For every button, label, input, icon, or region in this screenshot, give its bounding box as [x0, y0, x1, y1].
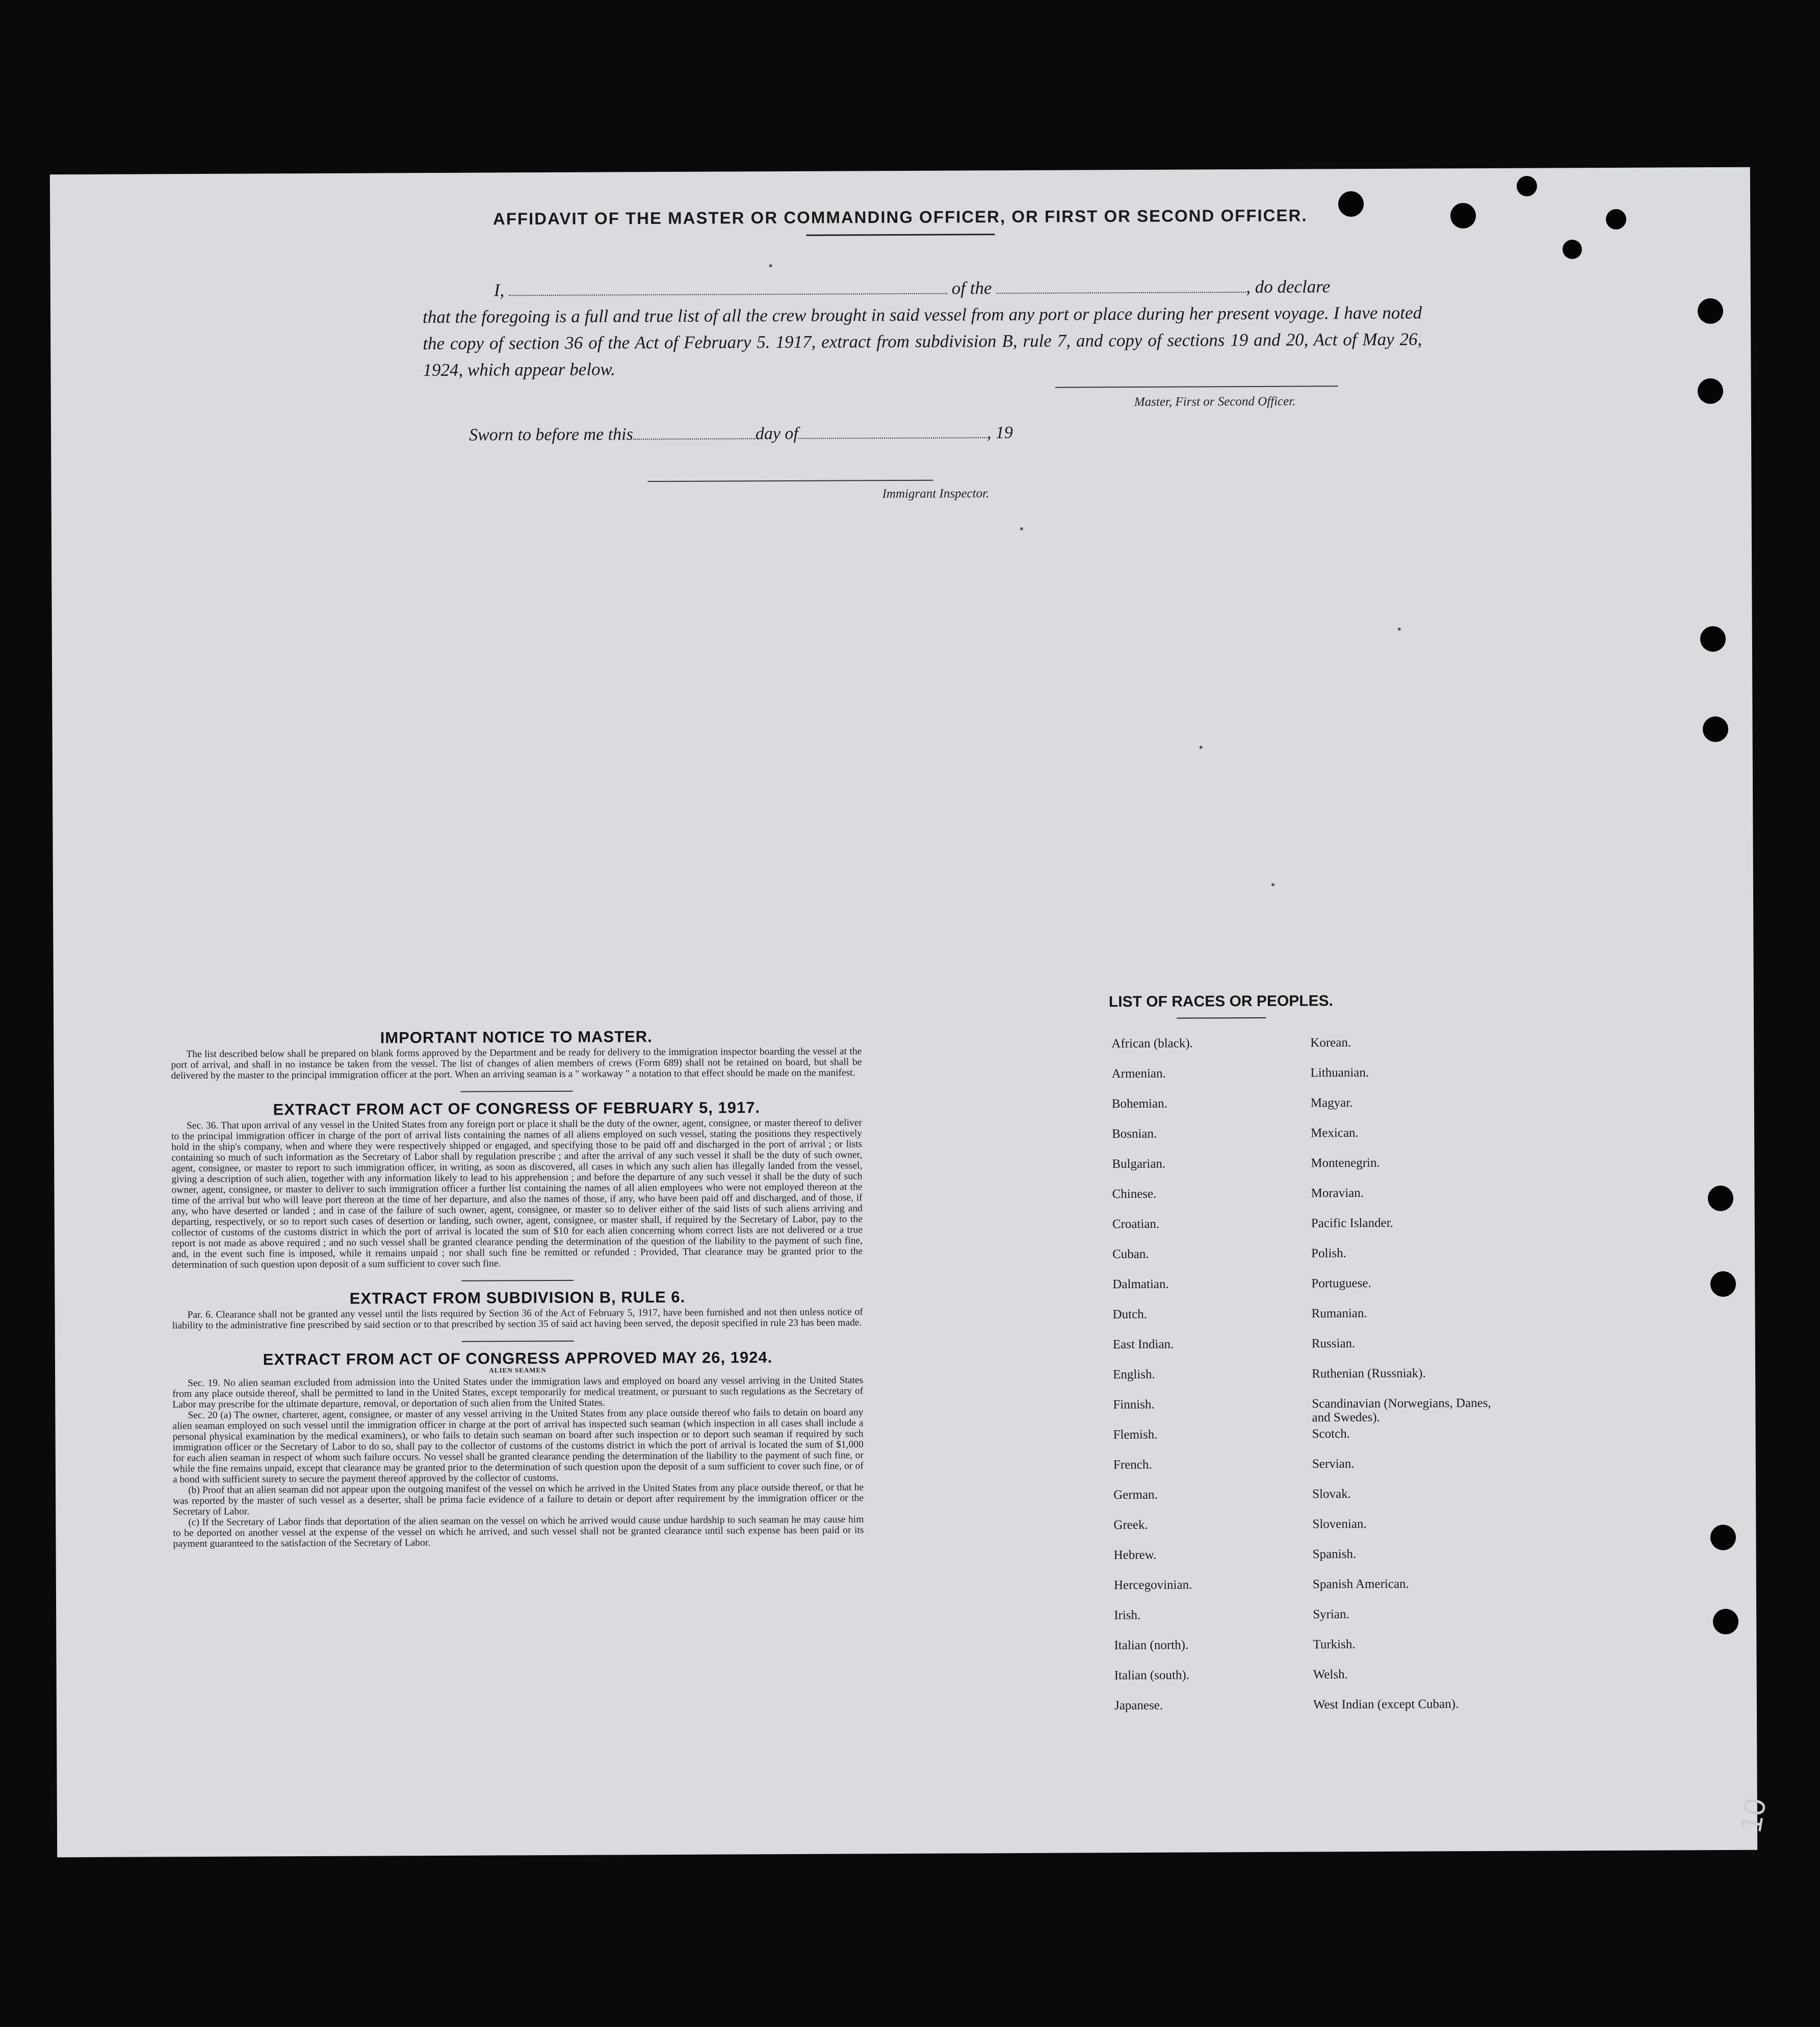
divider — [461, 1280, 574, 1281]
punch-hole — [1450, 203, 1476, 228]
race-item: Croatian. — [1112, 1217, 1160, 1231]
declarant-prefix: I, — [493, 280, 505, 300]
race-item: Welsh. — [1313, 1667, 1348, 1682]
race-item: Spanish. — [1312, 1547, 1357, 1561]
race-item: Bosnian. — [1111, 1126, 1157, 1141]
race-item: Russian. — [1311, 1337, 1356, 1351]
race-item: West Indian (except Cuban). — [1313, 1697, 1459, 1712]
races-header — [1086, 992, 1356, 1019]
divider — [460, 1091, 573, 1092]
sworn-day-field[interactable] — [633, 424, 756, 440]
race-item: English. — [1113, 1367, 1155, 1382]
speck — [1200, 746, 1203, 749]
speck — [1020, 527, 1023, 530]
race-item: Irish. — [1114, 1608, 1141, 1623]
speck — [1271, 883, 1275, 886]
punch-hole — [1698, 378, 1723, 404]
race-item: Scandinavian (Norwegians, Danes, and Swedes). — [1312, 1396, 1491, 1425]
race-item: Hercegovinian. — [1113, 1578, 1192, 1593]
sec19-text: Sec. 19. No alien seaman excluded from admission into the United States under the immigration laws and employed on board any vessel arriving in the United States from any place outside thereof, shall be permitted to land in the United States, except temporarily for medical treatment, or pursuant to such regulations as the Secretary of Labor may prescribe for the ultimate departure, removal, or deportation of such alien from the United States. — [172, 1375, 864, 1410]
affidavit-title: AFFIDAVIT OF THE MASTER OR COMMANDING OFFICER, OR FIRST OR SECOND OFFICER. — [492, 206, 1308, 228]
race-item: Pacific Islander. — [1311, 1216, 1393, 1230]
affidavit-statement: that the foregoing is a full and true list of all the crew brought in said vessel from any port or place during her present voyage. I have noted the copy of section 36 of the Act of February 5. 1917, extract from subdivision B, rule 7, and copy of sections 19 and 20, Act of May 26, 1924, which appear below. — [422, 302, 1422, 380]
race-item: Portuguese. — [1311, 1276, 1371, 1291]
race-item: Lithuanian. — [1310, 1066, 1369, 1080]
race-item: German. — [1113, 1487, 1158, 1502]
punch-hole — [1710, 1271, 1736, 1297]
declare-label: , do declare — [1246, 276, 1331, 297]
punch-hole — [1708, 1186, 1733, 1211]
sec20b-text: (b) Proof that an alien seaman did not appear upon the outgoing manifest of the vessel on which he arrived in the United States from any place outside thereof, or that he was reported by the master of such vessel as a deserter, shall be prima facie evidence of a failure to detain or deport after requirement by the immigration officer or the Secretary of Labor. — [173, 1482, 864, 1518]
race-item: Dalmatian. — [1112, 1277, 1169, 1292]
punch-hole — [1338, 191, 1364, 217]
master-signature-line[interactable] — [1055, 386, 1338, 388]
punch-hole — [1698, 298, 1723, 324]
race-item: Italian (north). — [1114, 1638, 1189, 1653]
race-item: Cuban. — [1112, 1247, 1149, 1262]
race-item: Montenegrin. — [1311, 1156, 1380, 1170]
race-item: Bohemian. — [1111, 1096, 1167, 1111]
race-item: Armenian. — [1111, 1066, 1166, 1081]
of-the-label: of the — [951, 278, 992, 298]
important-notice-title: IMPORTANT NOTICE TO MASTER. — [380, 1028, 653, 1047]
race-item: Scotch. — [1312, 1427, 1350, 1441]
affidavit-body — [423, 273, 1422, 384]
punch-hole — [1703, 716, 1728, 742]
race-item: Finnish. — [1113, 1397, 1155, 1412]
race-item: Dutch. — [1112, 1307, 1148, 1322]
sworn-month-field[interactable] — [798, 423, 987, 439]
race-item: Servian. — [1312, 1457, 1355, 1471]
feb1917-text: Sec. 36. That upon arrival of any vessel in the United States from any foreign port or place it shall be the duty of the owner, agent, consignee, or master thereof to deliver to the principal immigration officer in charge of the port of arrival lists containing the names of all aliens employed on such vessel, stating the positions they respectively hold in the ship's company, when and where they were respectively shipped or engaged, and specifying those to be paid off and discharged in the port of arrival ; or lists containing so much of such information as the Secretary of Labor shall by regulation prescribe ; and after the arrival of any such vessel it shall be the duty of such owner, agent, consignee, or master to report to such immigration officer, in writing, as soon as discovered, all cases in which any such alien has illegally landed from the vessel, giving a description of such alien, together with any information likely to lead to his apprehension ; and before the departure of any such vessel it shall be the duty of such owner, agent, consignee, or master to deliver to such immigration officer a further list containing the names of all alien employees who were not employed thereon at the time of the arrival but who will leave port thereon at the time of her departure, and also the names of those, if any, who have been paid off and discharged, and of those, if any, who have deserted or landed ; and in case of the failure of such owner, agent, consignee, or master so to deliver either of the said lists of such aliens arriving and departing, respectively, or so to report such cases of desertion or landing, such owner, agent, consignee, or master shall, if required by the Secretary of Labor, pay to the collector of customs of the customs district in which the port of arrival is located the sum of $10 for each alien concerning whom correct lists are not delivered or a true report is not made as above required ; and no such vessel shall be granted clearance pending the determination of the question of the liability to the payment of such fine, and, in the event such fine is imposed, while it remains unpaid ; nor shall such fine be remitted or refunded : Provided, That clearance may be granted prior to the determination of such question upon deposit of a sum sufficient to cover such fine. — [171, 1117, 863, 1271]
race-item: East Indian. — [1112, 1337, 1174, 1352]
affidavit-header — [50, 204, 1750, 240]
punch-hole — [1606, 209, 1626, 229]
race-item: Turkish. — [1313, 1637, 1356, 1652]
day-of-label: day of — [755, 424, 798, 444]
speck — [769, 264, 772, 267]
may1924-title: EXTRACT FROM ACT OF CONGRESS APPROVED MAY 26, 1924. — [263, 1348, 773, 1369]
race-item: Korean. — [1310, 1036, 1351, 1050]
race-item: Slovak. — [1312, 1487, 1351, 1501]
race-item: Rumanian. — [1311, 1306, 1367, 1321]
race-item: Italian (south). — [1114, 1668, 1189, 1683]
speck — [1398, 628, 1401, 631]
race-item: Flemish. — [1113, 1427, 1158, 1442]
document-sheet — [50, 167, 1757, 1858]
race-item: Mexican. — [1310, 1126, 1359, 1140]
punch-hole — [1700, 626, 1726, 652]
punch-hole — [1517, 176, 1537, 196]
title-underline — [806, 234, 995, 236]
sworn-prefix: Sworn to before me this — [469, 425, 633, 445]
race-item: Japanese. — [1114, 1698, 1163, 1713]
corner-page-number: 10 — [1733, 1795, 1773, 1835]
race-item: French. — [1113, 1457, 1152, 1472]
race-item: African (black). — [1111, 1036, 1193, 1051]
declarant-name-field[interactable] — [509, 279, 947, 296]
rule6-text: Par. 6. Clearance shall not be granted any vessel until the lists required by Section 36 of the Act of February 5, 1917, have been furnished and not then unless notice of liability to the administrative fine prescribed by said section or to that prescribed by section 35 of said act having been served, the deposit specified in rule 23 has been made. — [172, 1306, 863, 1331]
race-item: Ruthenian (Russniak). — [1312, 1366, 1426, 1381]
race-item: Hebrew. — [1113, 1548, 1157, 1562]
inspector-signature-label: Immigrant Inspector. — [882, 486, 990, 501]
race-item: Polish. — [1311, 1246, 1346, 1261]
divider — [461, 1341, 574, 1342]
vessel-name-field[interactable] — [996, 277, 1246, 294]
sec20a-text: Sec. 20 (a) The owner, charterer, agent, consignee, or master of any vessel arriving in the United States from any place outside thereof who fails to detain on board any alien seaman employed on such vessel until the immigration officer in charge at the port of arrival has inspected such seaman (which inspection in all cases shall include a personal physical examination by the medical examiners), or who fails to detain such seaman on board after such inspection or to deport such seaman if required by such immigration officer or the Secretary of Labor to do so, shall pay to the collector of customs of the customs district in which the port of arrival is located the sum of $1,000 for each alien seaman in respect of whom such failure occurs. No vessel shall be granted clearance pending the determination of the liability to the payment of such fine, or while the fine remains unpaid, except that clearance may be granted prior to the determination of such question upon the deposit of a sum sufficient to cover such fine, or of a bond with sufficient surety to secure the payment thereof approved by the collector of customs. — [172, 1407, 864, 1485]
punch-hole — [1563, 240, 1582, 259]
race-item: Greek. — [1113, 1518, 1148, 1532]
master-signature-label: Master, First or Second Officer. — [1134, 394, 1296, 409]
alien-seamen-subtitle: ALIEN SEAMEN — [489, 1366, 547, 1374]
race-item: Chinese. — [1112, 1187, 1157, 1201]
race-item: Slovenian. — [1312, 1517, 1367, 1531]
important-notice-text: The list described below shall be prepared on blank forms approved by the Department and be ready for delivery to the immigration inspector boarding the vessel at the port of arrival, and shall in no instance be taken from the vessel. The list of changes of alien members of crews (Form 689) shall not be retained on board, but shall be delivered by the master to the principal immigration officer at the port. When an arriving seaman is a " workaway " a notation to that effect should be made on the manifest. — [171, 1046, 862, 1082]
punch-hole — [1710, 1525, 1736, 1550]
feb1917-title: EXTRACT FROM ACT OF CONGRESS OF FEBRUARY 5, 1917. — [273, 1098, 761, 1119]
race-item: Moravian. — [1311, 1186, 1364, 1200]
races-title: LIST OF RACES OR PEOPLES. — [1108, 992, 1334, 1011]
race-item: Bulgarian. — [1112, 1157, 1166, 1171]
declaration-line — [423, 273, 1422, 304]
races-list — [1111, 1035, 1507, 1729]
sec20c-text: (c) If the Secretary of Labor finds that deportation of the alien seaman on the vessel on which he arrived would cause undue hardship to such seaman he may cause him to be deported on another vessel at the expense of the vessel on which he arrived, and such vessel shall not be granted clearance until such expense has been paid or its payment guaranteed to the satisfaction of the Secretary of Labor. — [173, 1514, 864, 1550]
races-title-underline — [1177, 1017, 1266, 1019]
year-label: , 19 — [986, 423, 1013, 443]
rule6-title: EXTRACT FROM SUBDIVISION B, RULE 6. — [349, 1288, 686, 1307]
notices-column — [171, 1030, 864, 1549]
race-item: Magyar. — [1310, 1096, 1353, 1110]
punch-hole — [1713, 1609, 1738, 1634]
race-item: Spanish American. — [1312, 1577, 1409, 1592]
race-item: Syrian. — [1313, 1607, 1349, 1622]
sworn-line — [469, 423, 1013, 445]
inspector-signature-line[interactable] — [647, 480, 933, 482]
